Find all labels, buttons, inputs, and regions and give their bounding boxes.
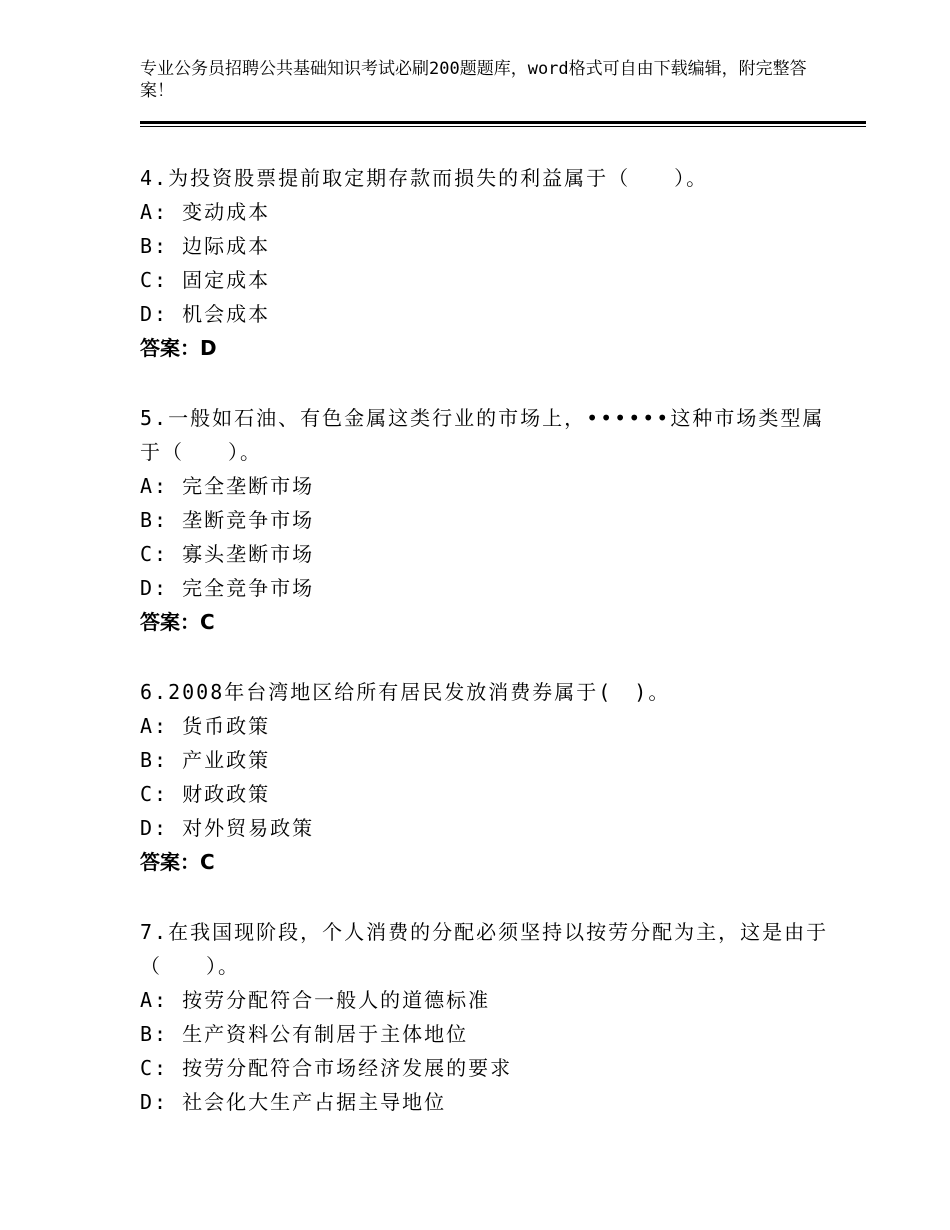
header-rule-thin <box>140 126 866 127</box>
option-a: A: 变动成本 <box>140 200 271 224</box>
answer: 答案：C <box>140 850 215 874</box>
option-a: A: 按劳分配符合一般人的道德标准 <box>140 988 491 1012</box>
header-rule-thick <box>140 121 866 124</box>
question-5 <box>140 401 840 639</box>
option-b: B: 产业政策 <box>140 748 271 772</box>
option-d: D: 社会化大生产占据主导地位 <box>140 1090 447 1114</box>
option-a: A: 完全垄断市场 <box>140 474 315 498</box>
option-c: C: 固定成本 <box>140 268 271 292</box>
question-6 <box>140 675 840 879</box>
answer: 答案：C <box>140 610 215 634</box>
option-a: A: 货币政策 <box>140 714 271 738</box>
option-b: B: 边际成本 <box>140 234 271 258</box>
answer: 答案：D <box>140 336 217 360</box>
question-stem: 5.一般如石油、有色金属这类行业的市场上，••••••这种市场类型属于（ ）。 <box>140 406 825 464</box>
question-stem: 6.2008年台湾地区给所有居民发放消费券属于( )。 <box>140 680 671 704</box>
page-header: 专业公务员招聘公共基础知识考试必刷200题题库，word格式可自由下载编辑，附完整答案！ <box>140 59 807 101</box>
option-d: D: 完全竞争市场 <box>140 576 315 600</box>
option-c: C: 按劳分配符合市场经济发展的要求 <box>140 1056 513 1080</box>
option-b: B: 生产资料公有制居于主体地位 <box>140 1022 469 1046</box>
option-c: C: 财政政策 <box>140 782 271 806</box>
option-d: D: 机会成本 <box>140 302 271 326</box>
question-stem: 4.为投资股票提前取定期存款而损失的利益属于（ ）。 <box>140 166 709 190</box>
question-7 <box>140 915 840 1119</box>
option-c: C: 寡头垄断市场 <box>140 542 315 566</box>
option-b: B: 垄断竞争市场 <box>140 508 315 532</box>
question-stem: 7.在我国现阶段，个人消费的分配必须坚持以按劳分配为主，这是由于（ ）。 <box>140 920 829 978</box>
question-4 <box>140 161 840 365</box>
option-d: D: 对外贸易政策 <box>140 816 315 840</box>
question-list <box>140 161 840 1155</box>
